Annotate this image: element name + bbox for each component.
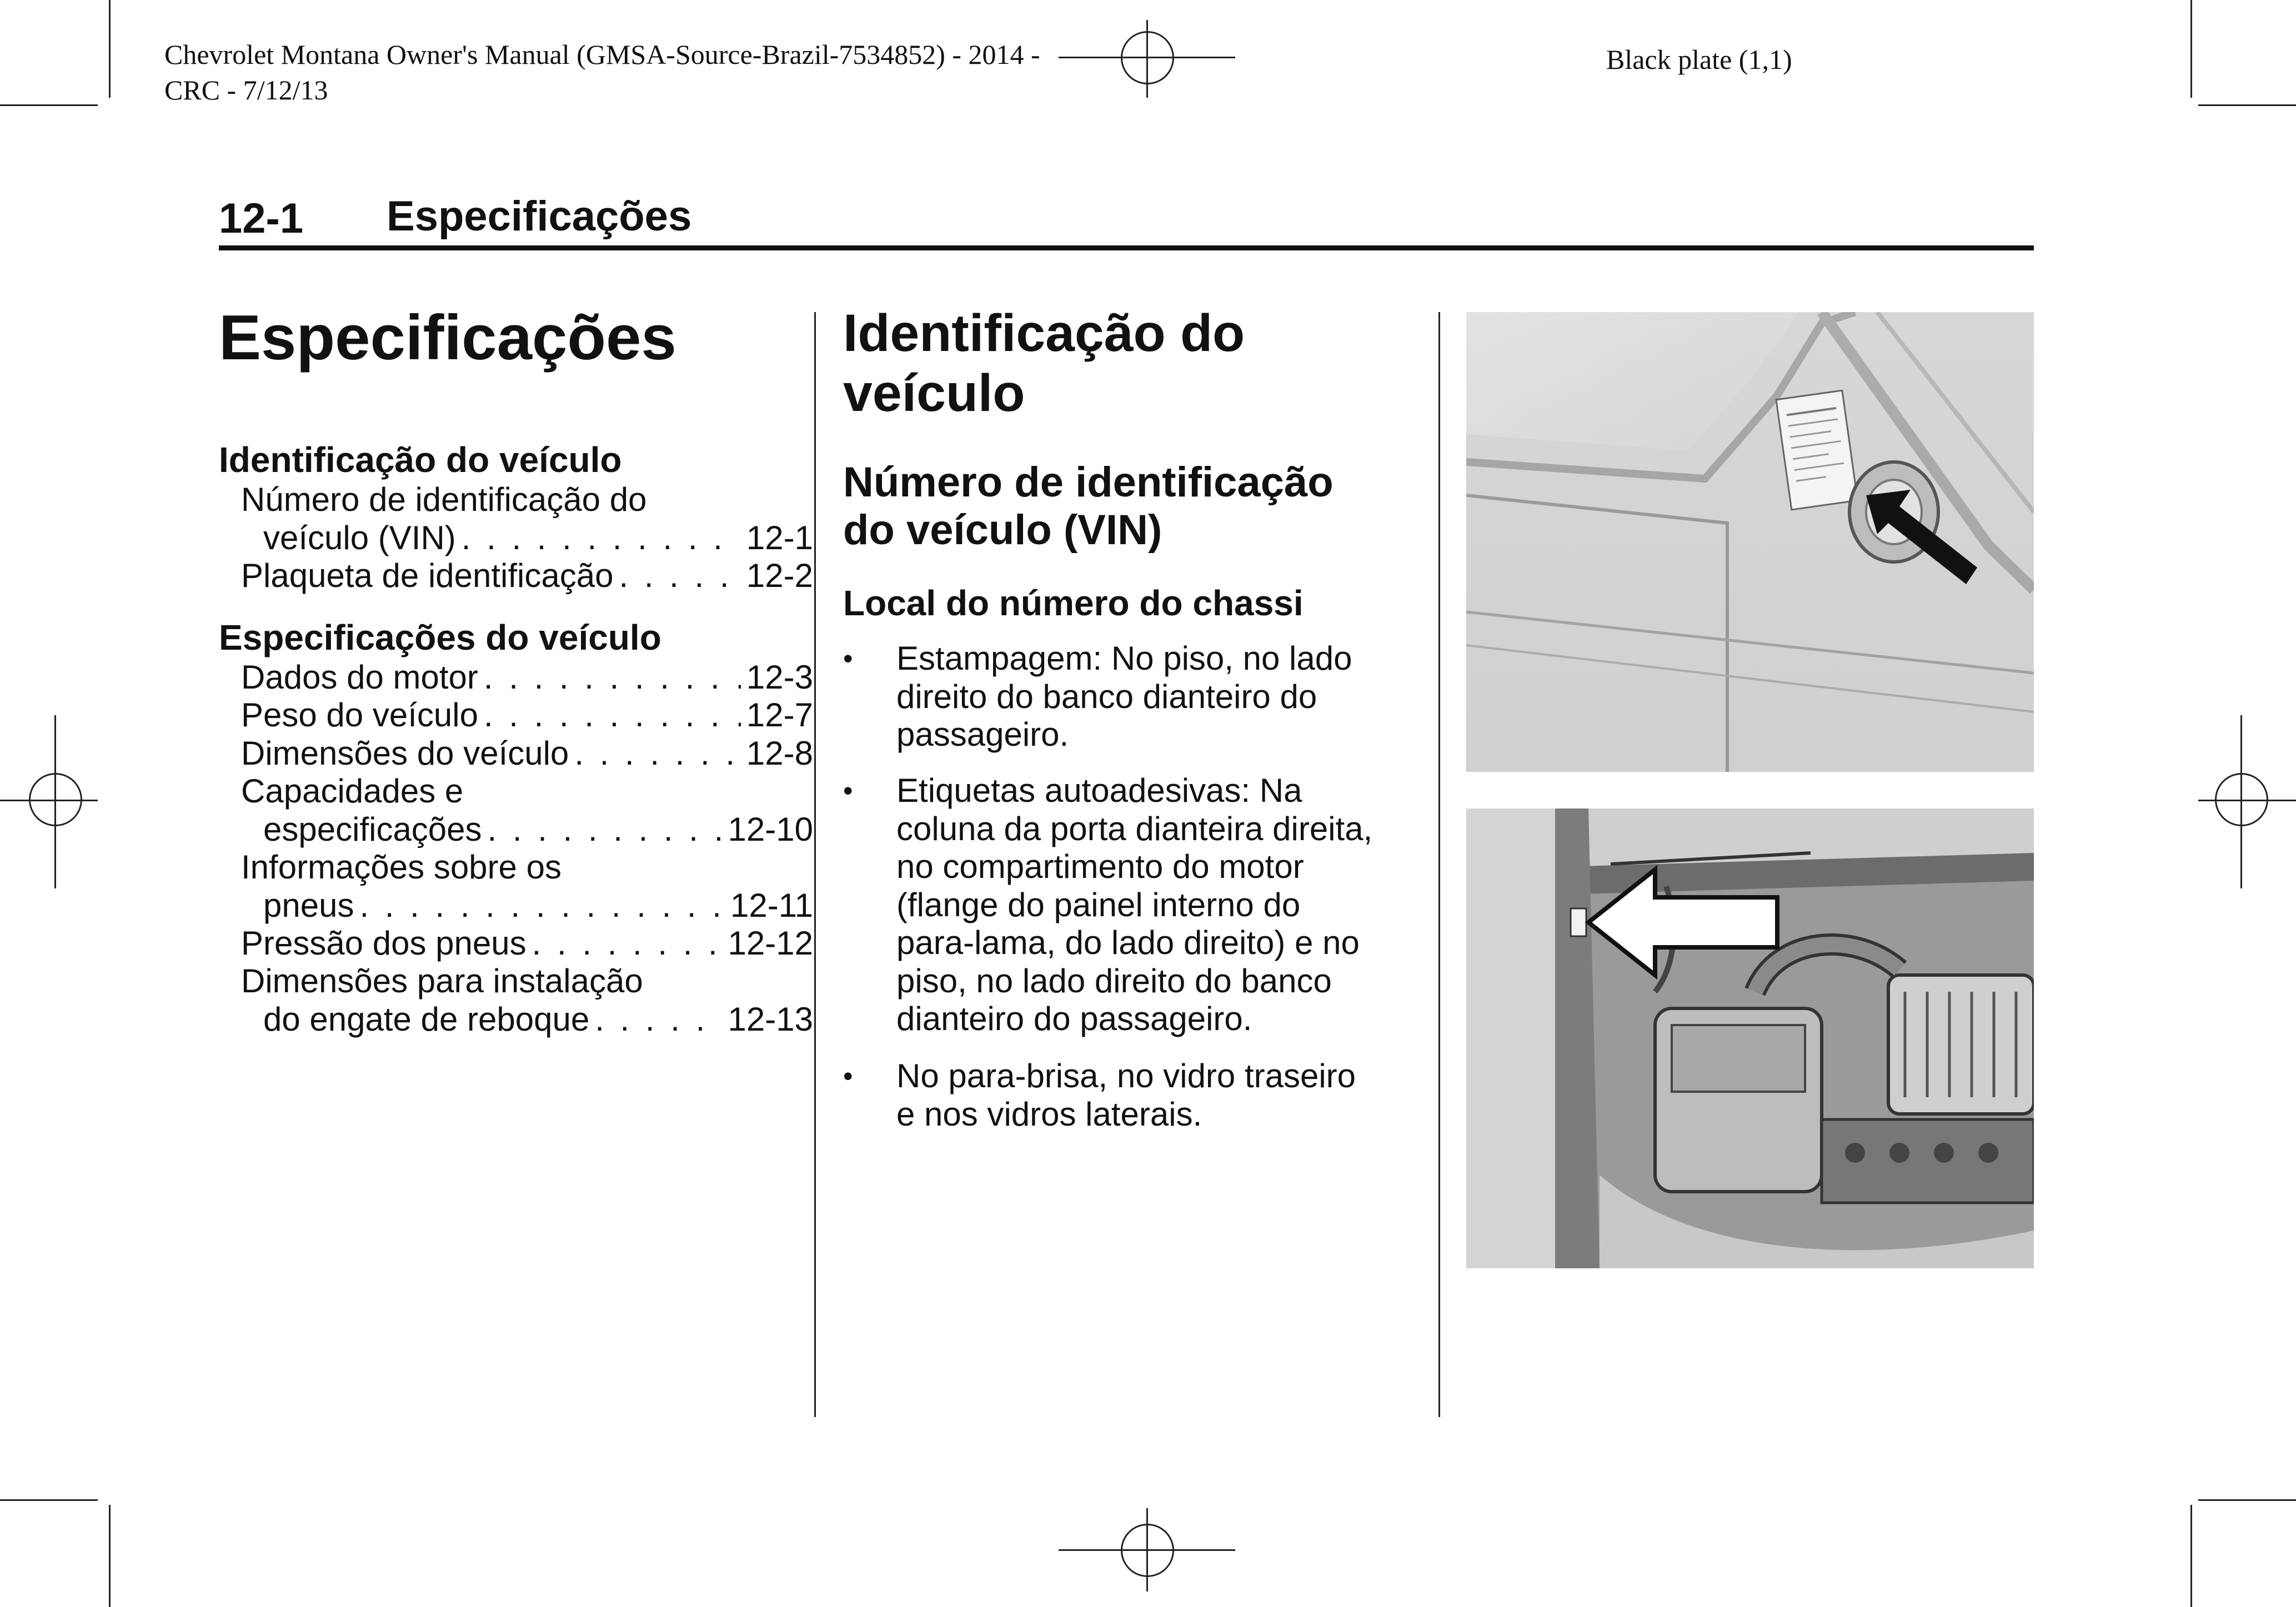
bullet-dot: • [843, 775, 853, 806]
dot-leader [484, 659, 741, 697]
toc-page-ref: 12-3 [746, 659, 813, 696]
toc-page-ref: 12-7 [746, 696, 813, 734]
toc-heading: Especificações do veículo [219, 617, 661, 657]
engine-compartment-vin-label-figure [1466, 808, 2034, 1268]
door-pillar-vin-label-figure [1466, 312, 2034, 772]
toc-page-ref: 12-1 [746, 519, 813, 556]
toc-entry[interactable] [241, 696, 813, 735]
toc-entry-label: Plaqueta de identificação [241, 557, 614, 594]
dot-leader [462, 519, 741, 558]
toc-entry-label-cont: do engate de reboque [263, 1000, 590, 1038]
toc-page-ref: 12-8 [746, 735, 813, 772]
toc-entry[interactable] [241, 962, 813, 1038]
toc-entry-label: Pressão dos pneus [241, 925, 527, 962]
toc-heading: Identificação do veículo [219, 440, 622, 480]
toc-entry[interactable] [241, 925, 813, 963]
toc-page-ref: 12-13 [728, 1000, 813, 1038]
toc-entry[interactable] [241, 557, 813, 595]
bullet-dot: • [843, 643, 853, 674]
subsection-title-line2: do veículo (VIN) [843, 506, 1162, 554]
bullet-item: • Estampagem: No piso, no lado direito do banco dianteiro do passageiro. [843, 640, 1352, 753]
subsection-title-line1: Número de identificação [843, 459, 1334, 506]
bullet-item: • Etiquetas autoadesivas: Na coluna da porta dianteira direita, no compartimento do motor (flange do painel interno do para-lama, do lado direito) e no piso, no lado direito do banco dianteiro do passageiro. [843, 772, 1373, 1037]
toc-entry-label: Número de identificação do [241, 481, 647, 518]
toc-entry-label: Dados do motor [241, 659, 478, 696]
toc-page-ref: 12-10 [728, 810, 813, 848]
dot-leader [488, 811, 723, 849]
toc-entry[interactable] [241, 659, 813, 697]
toc-entry-label-cont: veículo (VIN) [263, 519, 456, 556]
toc-entry-label: Informações sobre os [241, 848, 562, 886]
toc-entry[interactable] [241, 735, 813, 773]
dot-leader [619, 557, 741, 595]
bullet-dot: • [843, 1061, 853, 1092]
toc-entry-label-cont: especificações [263, 810, 482, 848]
toc-entry-label: Dimensões do veículo [241, 735, 569, 772]
toc-page-ref: 12-11 [730, 886, 813, 924]
column-divider-2 [1438, 312, 1440, 1417]
dot-leader [595, 1001, 722, 1039]
print-header [164, 37, 1040, 108]
dot-leader [532, 925, 723, 963]
toc-entry[interactable] [241, 772, 813, 848]
toc-entry[interactable] [241, 848, 813, 925]
toc-entry-label: Capacidades e [241, 772, 464, 810]
toc-entry-label: Dimensões para instalação [241, 962, 643, 1000]
black-plate-label: Black plate (1,1) [1606, 44, 1792, 75]
dot-leader [484, 696, 741, 735]
column-divider-1 [814, 312, 816, 1417]
chapter-title: Especificações [219, 303, 676, 373]
section-title [843, 303, 1245, 423]
toc-entry-label: Peso do veículo [241, 696, 478, 734]
subsection-title [843, 459, 1334, 554]
section-title-line2: veículo [843, 364, 1025, 423]
subsubsection-title: Local do número do chassi [843, 583, 1304, 623]
toc-page-ref: 12-12 [728, 925, 813, 962]
print-header-line1: Chevrolet Montana Owner's Manual (GMSA-Source-Brazil-7534852) - 2014 - [164, 39, 1040, 70]
bullet-item: • No para-brisa, no vidro traseiro e nos vidros laterais. [843, 1057, 1356, 1133]
dot-leader [359, 887, 725, 925]
toc-entry-label-cont: pneus [263, 886, 354, 924]
print-header-line2: CRC - 7/12/13 [164, 74, 328, 106]
toc-page-ref: 12-2 [746, 557, 813, 594]
page-number: 12-1 [219, 195, 304, 242]
running-head-section: Especificações [387, 193, 692, 240]
section-title-line1: Identificação do [843, 304, 1245, 363]
running-head-rule [219, 245, 2034, 250]
toc-entry[interactable] [241, 481, 813, 557]
dot-leader [574, 735, 741, 773]
